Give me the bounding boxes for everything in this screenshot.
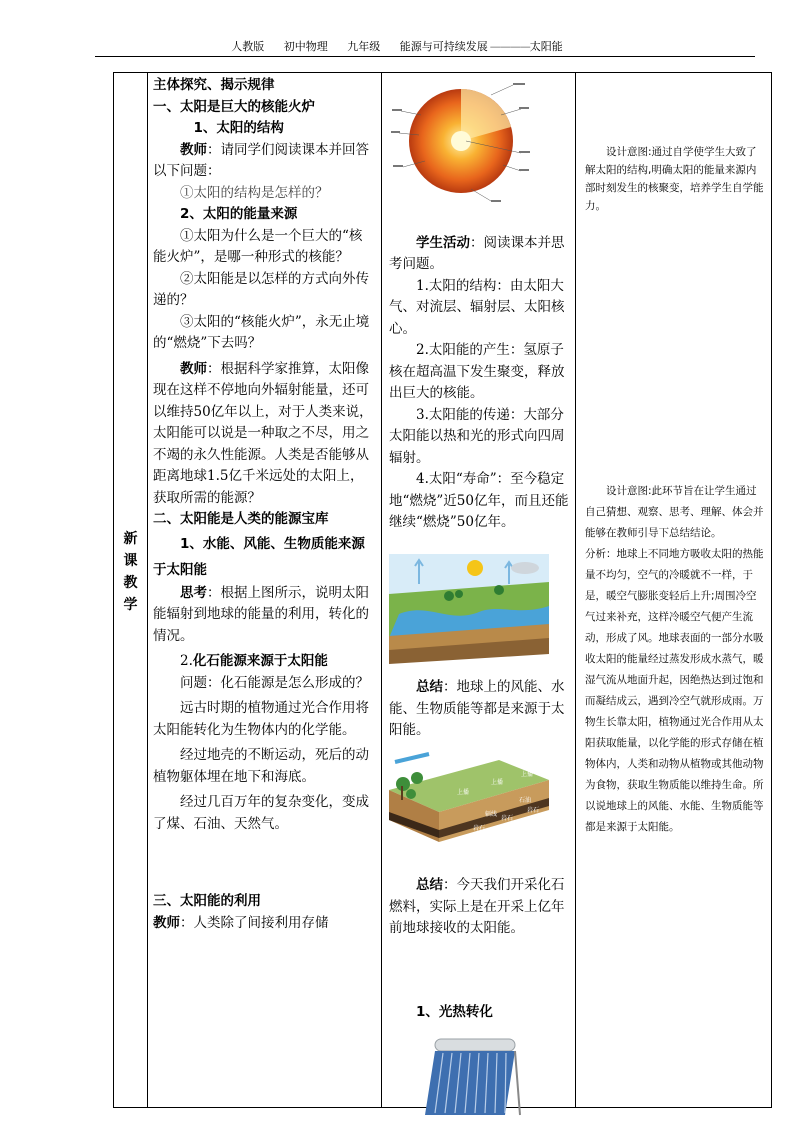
teacher-text: ：根据科学家推算，太阳像现在这样不停地向外辐射能量，还可以维持50亿年以上，对于人类来说，太阳能可以说是一种取之不尽，用之不竭的永久性能源。人类是否能够从距离地球1.5亿千米远处的太阳上，获取所需的能源？ <box>153 360 373 506</box>
page-header <box>0 38 794 54</box>
section-label <box>114 528 147 616</box>
teacher-prompt-1 <box>153 140 375 183</box>
water-cycle-image <box>389 554 549 664</box>
lesson-table <box>113 72 772 1108</box>
question-text: ：化石能源是怎么形成的？ <box>207 674 369 691</box>
heading-energy-source: 2、太阳的能量来源 <box>180 206 298 222</box>
analysis-text: 分析：地球上不同地方吸收太阳的热能量不均匀，空气的冷暖就不一样，于是，暖空气膨胀变轻后上升;周围冷空气过来补充，这样冷暖空气便产生流动，形成了风。地球表面的一部分水吸收太阳的能量经过蒸发形成水蒸气，暖湿气流从地面升起，因绝热达到过饱和而凝结成云，遇到冷空气就形成雨。万物生长靠太阳，植物通过光合作用从太阳获取能量，以化学能的形式存储在植物体内，人类和动物从植物或其他动物为食物，获取生物质能以维持生命。所以说地球上的风能、水能、生物质能等都是来源于太阳能。 <box>585 548 764 833</box>
column-divider <box>147 73 148 1107</box>
question-nuclear-furnace: ①太阳为什么是一个巨大的“核能火炉”，是哪一种形式的核能？ <box>153 227 363 265</box>
heading-photothermal: 1、光热转化 <box>416 1003 493 1020</box>
question-fossil <box>153 673 375 695</box>
column-divider <box>575 73 576 1107</box>
student-activities <box>389 75 569 1125</box>
fossil-label-7: 辐线 <box>485 810 498 818</box>
design-intent-text-2: 设计意图:此环节旨在让学生通过自己猜想、观察、思考、理解、体会并能够在教师引导下总结结论。 <box>585 485 764 539</box>
think-label: 思考 <box>180 584 207 601</box>
summary-text: ：地球上的风能、水能、生物质能等都是来源于太阳能。 <box>389 679 565 738</box>
section-label-char: 教 <box>123 575 138 591</box>
header-subject: 初中物理 <box>283 40 328 53</box>
section-label-char: 学 <box>123 597 138 613</box>
question-burn-forever: ③太阳的“核能火炉”，永无止境的“燃烧”下去吗？ <box>153 313 370 351</box>
header-dash: ———— <box>489 40 530 53</box>
student-activity <box>389 233 569 276</box>
fossil-label-1: 上播 <box>457 788 470 796</box>
summary-renewable <box>389 677 569 742</box>
heading-section-1: 一、太阳是巨大的核能火炉 <box>153 98 315 115</box>
teaching-content <box>153 75 375 934</box>
fossil-label-3: 上播 <box>521 770 534 778</box>
header-topic: 太阳能 <box>529 40 563 53</box>
summary-text: ：今天我们开采化石燃料，实际上是在开采上亿年前地球接收的太阳能。 <box>389 877 565 936</box>
summary-label: 总结 <box>416 679 443 695</box>
think-prompt <box>153 583 375 648</box>
question-sun-structure: ①太阳的结构是怎样的？ <box>180 184 329 201</box>
column-divider <box>381 73 382 1107</box>
header-grade: 九年级 <box>347 40 381 53</box>
teacher-prompt-2 <box>153 359 375 510</box>
answer-lifespan: 4.太阳“寿命”：至今稳定地“燃烧”近50亿年，而且还能继续“燃烧”50亿年。 <box>389 471 569 530</box>
summary-label: 总结 <box>416 877 443 893</box>
heading-sun-structure: 1、太阳的结构 <box>193 120 284 136</box>
fossil-step-2: 经过地壳的不断运动，死后的动植物躯体埋在地下和海底。 <box>153 747 369 785</box>
answer-structure: 1.太阳的结构：由太阳大气、对流层、辐射层、太阳核心。 <box>389 277 565 337</box>
fossil-label-5: 岩石 <box>501 814 514 822</box>
teacher-label: 教师 <box>180 360 207 377</box>
heading-section-2: 二、太阳能是人类的能源宝库 <box>153 511 329 527</box>
heading-fossil <box>153 651 375 673</box>
design-intent-2 <box>585 481 765 838</box>
section-label-char: 新 <box>123 531 138 547</box>
fossil-step-3: 经过几百万年的复杂变化，变成了煤、石油、天然气。 <box>153 794 369 832</box>
question-label: 问题 <box>180 674 207 691</box>
heading-fossil-text: 化石能源来源于太阳能 <box>192 653 328 669</box>
fossil-step-1: 远古时期的植物通过光合作用将太阳能转化为生物体内的化学能。 <box>153 700 369 738</box>
teacher-text: ：人类除了间接利用存储 <box>180 914 329 931</box>
think-text: ：根据上图所示，说明太阳能辐射到地球的能量的利用，转化的情况。 <box>153 584 369 644</box>
answer-generation: 2.太阳能的产生：氢原子核在超高温下发生聚变，释放出巨大的核能。 <box>389 342 565 401</box>
fossil-label-2: 上播 <box>491 778 504 786</box>
fossil-label-4: 岩石 <box>473 824 486 832</box>
fossil-label-8: 石油 <box>519 796 532 804</box>
student-activity-text: ：阅读课本并思考问题。 <box>389 234 565 272</box>
section-label-char: 课 <box>123 553 138 569</box>
answer-transfer: 3.太阳能的传递：大部分太阳能以热和光的形式向四周辐射。 <box>389 406 565 466</box>
heading-section-3: 三、太阳能的利用 <box>153 893 261 909</box>
heading-water-wind-bio: 1、水能、风能、生物质能来源于太阳能 <box>153 535 365 578</box>
teacher-label: 教师 <box>180 141 207 158</box>
heading-main: 主体探究、揭示规律 <box>153 77 275 93</box>
design-intent-text-1: 设计意图:通过自学使学生大致了解太阳的结构,明确太阳的能量来源内部时刻发生的核聚变，培养学生自学能力。 <box>585 146 764 212</box>
teacher-text: ：请同学们阅读课本并回答以下问题： <box>153 141 369 179</box>
header-rule <box>95 56 755 57</box>
header-chapter: 能源与可持续发展 <box>399 40 488 53</box>
heading-fossil-num: 2. <box>180 653 193 669</box>
fossil-label-6: 岩石 <box>527 806 540 814</box>
teacher-label: 教师 <box>153 914 180 931</box>
design-intent-1 <box>585 143 765 215</box>
question-energy-transfer: ②太阳能是以怎样的方式向外传递的？ <box>153 270 369 308</box>
solar-water-heater-image <box>405 1037 525 1117</box>
student-activity-label: 学生活动 <box>416 234 470 251</box>
summary-fossil <box>389 875 569 940</box>
teacher-prompt-3 <box>153 913 375 935</box>
fossil-layers-image <box>389 750 549 850</box>
header-publisher: 人教版 <box>231 40 265 53</box>
sun-structure-image <box>391 75 531 209</box>
